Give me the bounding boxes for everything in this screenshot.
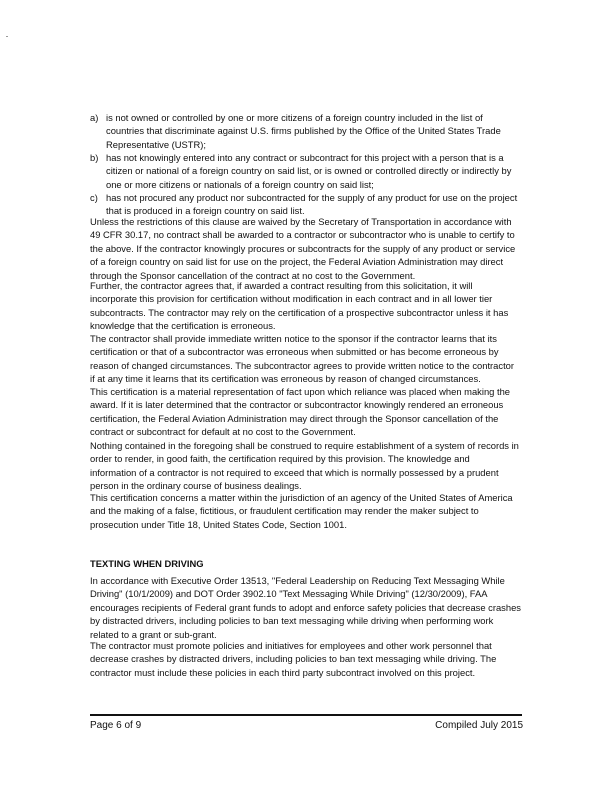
text-line: one or more citizens or nationals of a foreign country on said list; <box>106 178 374 190</box>
text-line: person in the ordinary course of business dealings. <box>90 480 302 492</box>
paragraph-material <box>90 385 530 439</box>
paragraph-notice <box>90 332 530 386</box>
text-line: of a foreign country on said list for use on the project, the Federal Aviation Administration may direct <box>90 256 504 268</box>
text-line: and the making of a false, fictitious, or fraudulent certification may render the maker subject to <box>90 505 479 517</box>
text-line: is not owned or controlled by one or more citizens of a foreign country included in the list of <box>106 112 483 123</box>
text-line: information of a contractor is not required to exceed that which is normally possessed by a prudent <box>90 466 499 478</box>
compiled-date: Compiled July 2015 <box>435 720 523 731</box>
text-line: prosecution under Title 18, United States Code, Section 1001. <box>90 518 347 530</box>
text-line: the above. If the contractor knowingly procures or subcontracts for the supply of any product or service <box>90 242 516 254</box>
text-line: The contractor must promote policies and initiatives for employees and other work personnel that <box>90 640 492 651</box>
text-line: This certification is a material representation of fact upon which reliance was placed when making the <box>90 386 511 397</box>
list-marker: c) <box>90 192 98 203</box>
text-line: Nothing contained in the foregoing shall be construed to require establishment of a system of records in <box>90 440 519 451</box>
text-line: decrease crashes by distracted drivers, including policies to ban text messaging while driving. The <box>90 653 497 665</box>
text-line: has not knowingly entered into any contract or subcontract for this project with a person that is a <box>106 152 504 163</box>
text-line: related to a grant or sub-grant. <box>90 628 217 640</box>
text-line: countries that discriminate against U.S. firms published by the Office of the United States Trade <box>106 125 501 137</box>
text-line: subcontracts. The contractor may rely on the certification of a prospective subcontractor unless it has <box>90 306 509 318</box>
paragraph-jurisdiction <box>90 491 530 531</box>
paragraph-nothing <box>90 439 530 493</box>
text-line: knowledge that the certification is erroneous. <box>90 320 276 332</box>
text-line: 49 CFR 30.17, no contract shall be awarded to a contractor or subcontractor who is unable to certify to <box>90 229 515 241</box>
text-line: Further, the contractor agrees that, if awarded a contract resulting from this solicitation, it will <box>90 280 473 291</box>
text-line: Representative (USTR); <box>106 138 207 150</box>
text-line: In accordance with Executive Order 13513, "Federal Leadership on Reducing Text Messaging While <box>90 575 505 586</box>
text-line: Unless the restrictions of this clause are waived by the Secretary of Transportation in accordance with <box>90 216 512 227</box>
text-line: if at any time it learns that its certification was erroneous by reason of changed circumstances. <box>90 373 481 385</box>
text-line: award. If it is later determined that the contractor or subcontractor knowingly rendered an erroneous <box>90 399 504 411</box>
text-line: encourages recipients of Federal grant funds to adopt and enforce safety policies that decrease crashes <box>90 601 521 613</box>
paragraph-further <box>90 279 530 333</box>
text-line: has not procured any product nor subcontracted for the supply of any product for use on the project <box>106 192 518 203</box>
list-marker: a) <box>90 112 99 123</box>
text-line: by distracted drivers, including policies to ban text messaging while driving when performing work <box>90 615 494 627</box>
page-number: Page 6 of 9 <box>90 720 142 731</box>
text-line: citizen or national of a foreign country on said list, or is owned or controlled directly or indirectly by <box>106 165 512 177</box>
text-line: contractor must include these policies in each third party subcontract involved on this project. <box>90 666 476 678</box>
paragraph-executive-order <box>90 574 530 641</box>
text-line: contract or subcontract for default at no cost to the Government. <box>90 426 356 438</box>
footer-rule <box>90 714 522 716</box>
text-line: certification, the Federal Aviation Administration may direct through the Sponsor cancellation of the <box>90 412 499 424</box>
text-line: order to render, in good faith, the certification required by this provision. The knowledge and <box>90 453 470 465</box>
text-line: through the Sponsor cancellation of the contract at no cost to the Government. <box>90 269 416 281</box>
section-heading: TEXTING WHEN DRIVING <box>90 558 204 569</box>
text-line: incorporate this provision for certification without modification in each contract and in all lower tier <box>90 293 493 305</box>
text-line: Driving" (10/1/2009) and DOT Order 3902.10 "Text Messaging While Driving" (12/30/2009), FAA <box>90 588 488 600</box>
text-line: reason of changed circumstances. The subcontractor agrees to provide written notice to the contractor <box>90 359 515 371</box>
paragraph-contractor-policies <box>90 639 530 679</box>
text-line: The contractor shall provide immediate written notice to the sponsor if the contractor learns that its <box>90 333 497 344</box>
list-marker: b) <box>90 152 99 163</box>
text-line: that is produced in a foreign country on said list. <box>106 205 305 217</box>
scan-speck <box>6 36 8 37</box>
text-line: certification or that of a subcontractor was erroneous when submitted or has become erroneous by <box>90 346 499 358</box>
text-line: This certification concerns a matter within the jurisdiction of an agency of the United States of America <box>90 492 513 503</box>
paragraph-waiver <box>90 215 530 282</box>
